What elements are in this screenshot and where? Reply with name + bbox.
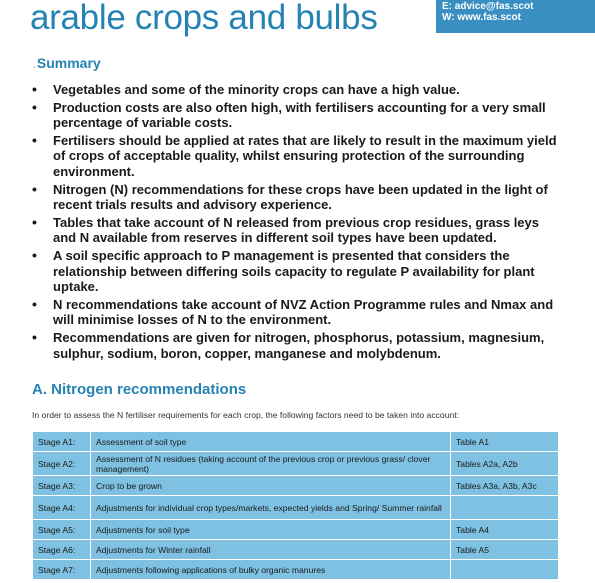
description-cell: Crop to be grown bbox=[91, 476, 451, 496]
reference-cell: Table A4 bbox=[451, 520, 559, 540]
stage-cell: Stage A4: bbox=[33, 496, 91, 520]
table-row bbox=[33, 432, 559, 452]
stage-cell: Stage A1: bbox=[33, 432, 91, 452]
table-row bbox=[33, 540, 559, 560]
stage-cell: Stage A6: bbox=[33, 540, 91, 560]
summary-heading-prefix: . bbox=[32, 55, 36, 71]
table-row bbox=[33, 520, 559, 540]
document-title: arable crops and bulbs bbox=[30, 0, 378, 37]
contact-website[interactable]: W: www.fas.scot bbox=[442, 12, 521, 23]
reference-cell: Tables A2a, A2b bbox=[451, 452, 559, 476]
contact-box bbox=[436, 0, 595, 33]
summary-heading bbox=[32, 55, 101, 71]
description-cell: Adjustments for individual crop types/markets, expected yields and Spring/ Summer rainfall bbox=[91, 496, 451, 520]
summary-heading-text: Summary bbox=[36, 55, 101, 71]
contact-email[interactable]: E: advice@fas.scot bbox=[442, 1, 534, 12]
table-row bbox=[33, 452, 559, 476]
description-cell: Assessment of soil type bbox=[91, 432, 451, 452]
summary-bullet-list bbox=[30, 82, 558, 363]
summary-bullet: • Production costs are also often high, with fertilisers accounting for a very small percentage of variable costs. bbox=[30, 100, 558, 131]
stage-cell: Stage A7: bbox=[33, 560, 91, 580]
summary-bullet: • N recommendations take account of NVZ Action Programme rules and Nmax and will minimise losses of N to the environment. bbox=[30, 297, 558, 328]
reference-cell: Table A1 bbox=[451, 432, 559, 452]
description-cell: Adjustments following applications of bulky organic manures bbox=[91, 560, 451, 580]
stages-table bbox=[32, 431, 559, 580]
stage-cell: Stage A5: bbox=[33, 520, 91, 540]
reference-cell: Tables A3a, A3b, A3c bbox=[451, 476, 559, 496]
stage-cell: Stage A3: bbox=[33, 476, 91, 496]
summary-bullet: • Recommendations are given for nitrogen, phosphorus, potassium, magnesium, sulphur, sodium, boron, copper, manganese and molybdenum. bbox=[30, 330, 558, 361]
reference-cell: Table A5 bbox=[451, 540, 559, 560]
section-intro-text: In order to assess the N fertiliser requirements for each crop, the following factors need to be taken into account: bbox=[32, 410, 460, 420]
summary-bullet: • Nitrogen (N) recommendations for these crops have been updated in the light of recent trials results and advisory experience. bbox=[30, 182, 558, 213]
summary-bullet: • Vegetables and some of the minority crops can have a high value. bbox=[30, 82, 558, 98]
table-row bbox=[33, 476, 559, 496]
description-cell: Assessment of N residues (taking account of the previous crop or previous grass/ clover management) bbox=[91, 452, 451, 476]
section-heading-nitrogen: A. Nitrogen recommendations bbox=[32, 381, 247, 398]
reference-cell bbox=[451, 560, 559, 580]
description-cell: Adjustments for Winter rainfall bbox=[91, 540, 451, 560]
stage-cell: Stage A2: bbox=[33, 452, 91, 476]
description-cell: Adjustments for soil type bbox=[91, 520, 451, 540]
summary-bullet: • Tables that take account of N released from previous crop residues, grass leys and N available from reserves in different soil types have been updated. bbox=[30, 215, 558, 246]
summary-bullet: • A soil specific approach to P management is presented that considers the relationship between differing soils capacity to regulate P availability for plant uptake. bbox=[30, 248, 558, 295]
summary-bullet: • Fertilisers should be applied at rates that are likely to result in the maximum yield of crops of acceptable quality, whilst ensuring protection of the surrounding environment. bbox=[30, 133, 558, 180]
table-row bbox=[33, 496, 559, 520]
reference-cell bbox=[451, 496, 559, 520]
table-row bbox=[33, 560, 559, 580]
